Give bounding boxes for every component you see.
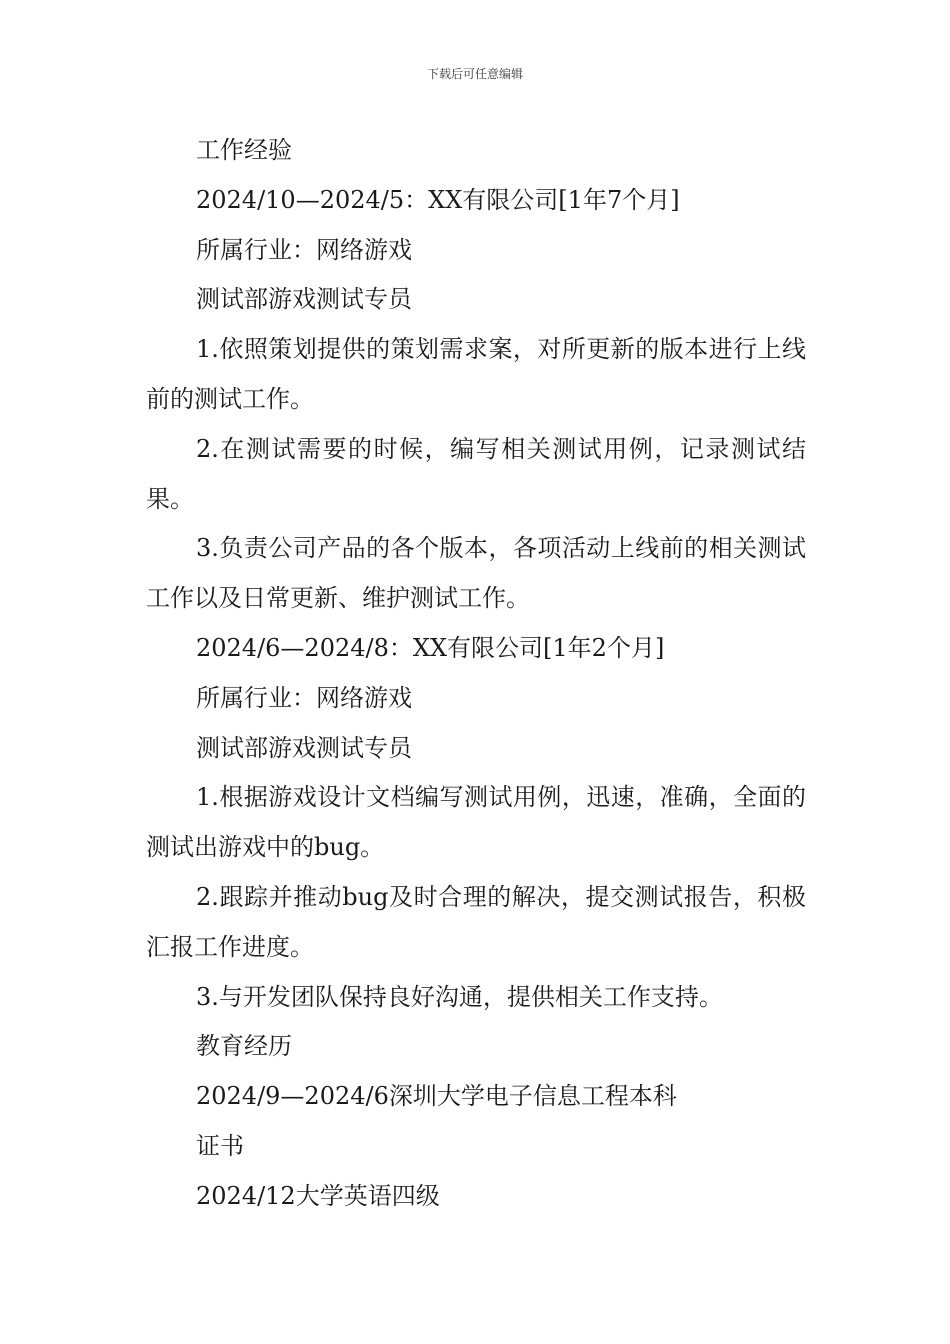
job-industry: 所属行业：网络游戏 [196, 683, 412, 712]
section-heading-education: 教育经历 [196, 1032, 292, 1061]
job-duty: 1.依照策划提供的策划需求案，对所更新的版本进行上线前的测试工作。 [146, 335, 806, 413]
job-duty: 2.在测试需要的时候，编写相关测试用例，记录测试结果。 [146, 434, 806, 513]
job-entry [146, 176, 806, 624]
job-duty: 1.根据游戏设计文档编写测试用例，迅速，准确，全面的测试出游戏中的bug。 [146, 783, 806, 862]
job-position: 测试部游戏测试专员 [196, 285, 412, 314]
section-heading-work: 工作经验 [196, 136, 292, 164]
certificate-entry: 2024/12大学英语四级 [196, 1181, 440, 1210]
job-period: 2024/10—2024/5：XX有限公司[1年7个月] [196, 185, 680, 214]
job-duty: 2.跟踪并推动bug及时合理的解决，提交测试报告，积极汇报工作进度。 [146, 882, 806, 961]
page-header-note: 下载后可任意编辑 [426, 67, 523, 81]
job-entry [146, 624, 806, 1022]
resume-content [146, 126, 806, 1222]
section-heading-certificates: 证书 [196, 1131, 244, 1160]
job-duty: 3.与开发团队保持良好沟通，提供相关工作支持。 [196, 982, 723, 1011]
job-period: 2024/6—2024/8：XX有限公司[1年2个月] [196, 633, 665, 662]
job-position: 测试部游戏测试专员 [196, 733, 412, 762]
job-industry: 所属行业：网络游戏 [196, 235, 412, 264]
education-entry: 2024/9—2024/6深圳大学电子信息工程本科 [196, 1082, 677, 1111]
job-duty: 3.负责公司产品的各个版本，各项活动上线前的相关测试工作以及日常更新、维护测试工作。 [146, 534, 806, 613]
